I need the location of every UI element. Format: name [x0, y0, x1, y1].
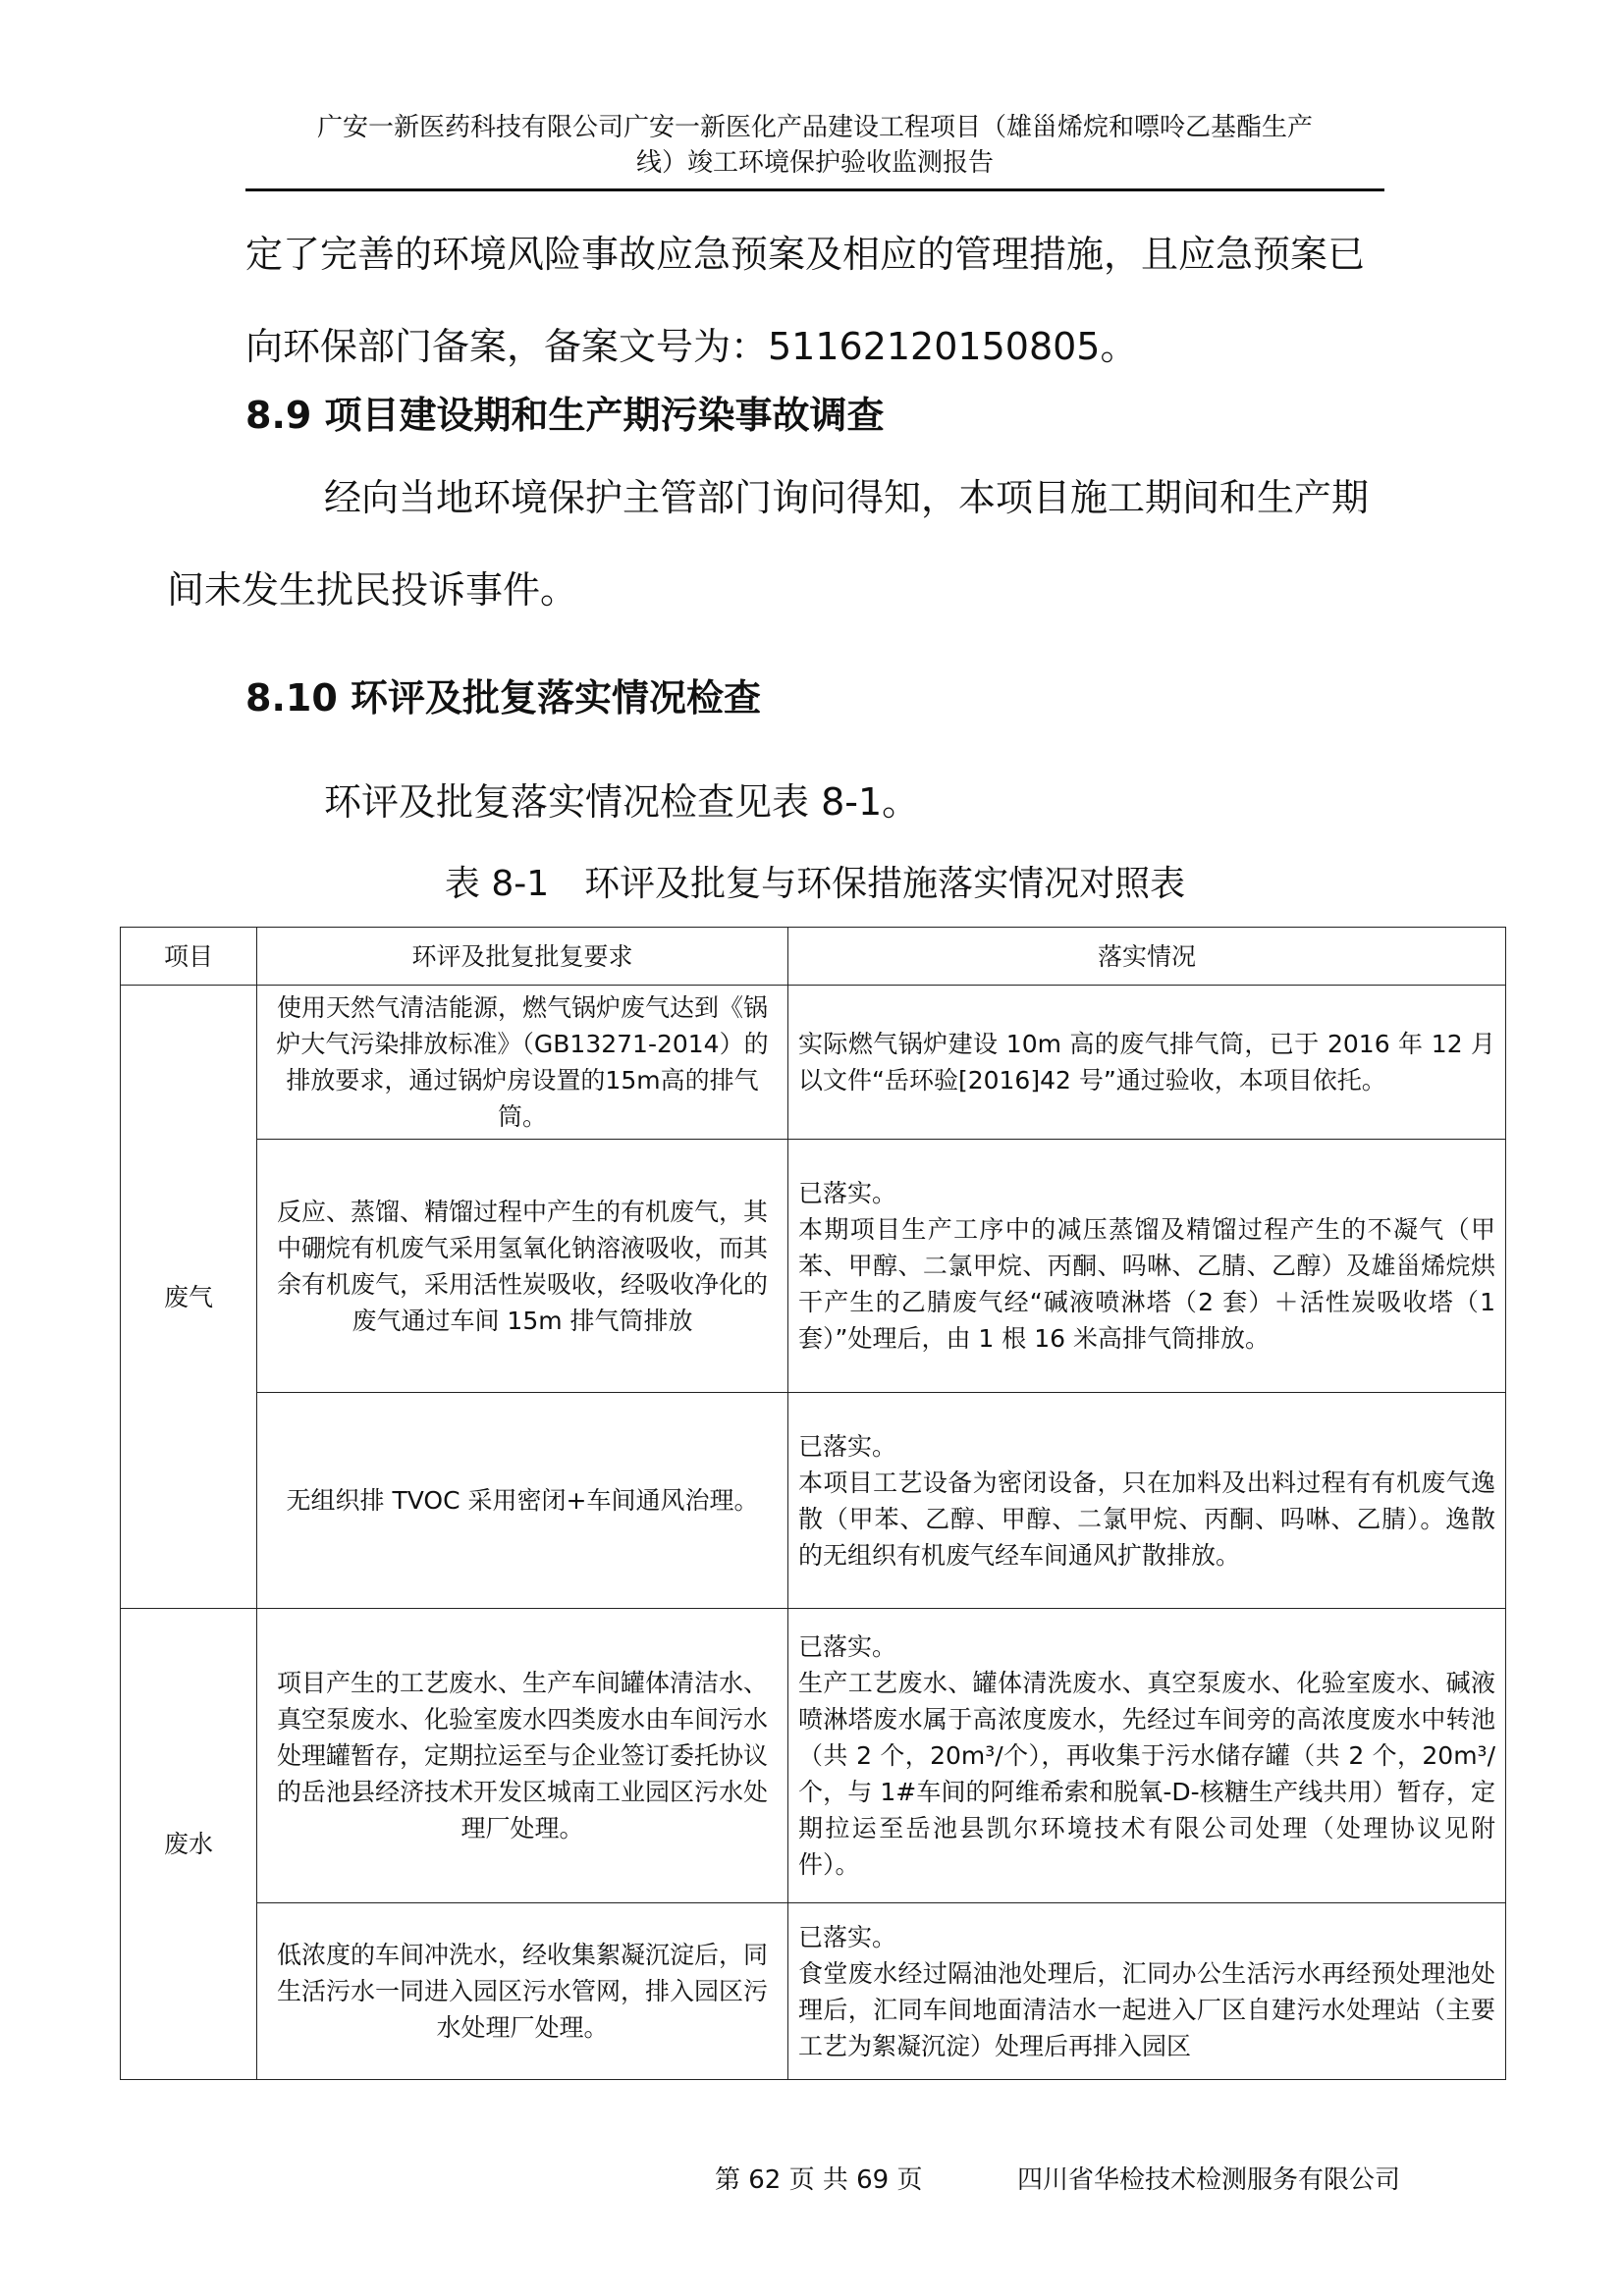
header-requirement: 环评及批复批复要求 [257, 928, 788, 986]
header-status: 落实情况 [788, 928, 1506, 986]
status-cell [788, 1140, 1506, 1393]
table-row [121, 1393, 1506, 1609]
paragraph-1-line-1: 定了完善的环境风险事故应急预案及相应的管理措施，且应急预案已 [245, 233, 1366, 276]
status-line: 本期项目生产工序中的减压蒸馏及精馏过程产生的不凝气（甲苯、甲醇、二氯甲烷、丙酮、吗啉、乙腈、乙醇）及雄甾烯烷烘干产生的乙腈废气经“碱液喷淋塔（2 套）＋活性炭吸收塔（1 套）”处理后，由 1 根 16 米高排气筒排放。 [798, 1215, 1495, 1353]
requirement-cell: 无组织排 TVOC 采用密闭+车间通风治理。 [257, 1393, 788, 1609]
status-cell [788, 986, 1506, 1140]
status-line: 已落实。 [798, 1922, 897, 1951]
status-cell [788, 1393, 1506, 1609]
header-divider [245, 188, 1384, 191]
category-waste-gas: 废气 [121, 986, 257, 1609]
paragraph-2-line-1: 经向当地环境保护主管部门询问得知，本项目施工期间和生产期 [324, 476, 1370, 519]
table-row [121, 1140, 1506, 1393]
paragraph-1 [245, 208, 1384, 393]
status-line: 本项目工艺设备为密闭设备，只在加料及出料过程有有机废气逸散（甲苯、乙醇、甲醇、二氯甲烷、丙酮、吗啉、乙腈）。逸散的无组织有机废气经车间通风扩散排放。 [798, 1468, 1495, 1570]
table-row [121, 1903, 1506, 2080]
footer-company: 四川省华检技术检测服务有限公司 [1017, 2165, 1401, 2195]
status-cell [788, 1609, 1506, 1903]
header-item: 项目 [121, 928, 257, 986]
status-line: 生产工艺废水、罐体清洗废水、真空泵废水、化验室废水、碱液喷淋塔废水属于高浓度废水，先经过车间旁的高浓度废水中转池（共 2 个，20m³/个），再收集于污水储存罐（共 2 个，20m³/个，与 1#车间的阿维希索和脱氧-D-核糖生产线共用）暂存，定期拉运至岳池县凯尔环境技术有限公司处理（处理协议见附件）。 [798, 1669, 1495, 1879]
table-header-row [121, 928, 1506, 986]
status-cell [788, 1903, 1506, 2080]
page-header [245, 110, 1384, 181]
requirement-cell: 项目产生的工艺废水、生产车间罐体清洁水、真空泵废水、化验室废水四类废水由车间污水处理罐暂存，定期拉运至与企业签订委托协议的岳池县经济技术开发区城南工业园区污水处理厂处理。 [257, 1609, 788, 1903]
table-caption: 表 8-1 环评及批复与环保措施落实情况对照表 [444, 864, 1186, 904]
page-number: 第 62 页 共 69 页 [715, 2165, 923, 2195]
requirement-cell: 使用天然气清洁能源，燃气锅炉废气达到《锅炉大气污染排放标准》（GB13271-2014）的排放要求，通过锅炉房设置的15m高的排气筒。 [257, 986, 788, 1140]
paragraph-2 [167, 452, 1384, 636]
status-line: 已落实。 [798, 1179, 897, 1207]
paragraph-3: 环评及批复落实情况检查见表 8-1。 [324, 780, 920, 824]
requirement-cell: 低浓度的车间冲洗水，经收集絮凝沉淀后，同生活污水一同进入园区污水管网，排入园区污水处理厂处理。 [257, 1903, 788, 2080]
section-heading-8-10: 8.10 环评及批复落实情况检查 [245, 676, 761, 720]
table-row [121, 986, 1506, 1140]
paragraph-2-line-2: 间未发生扰民投诉事件。 [167, 568, 578, 612]
table-row [121, 1609, 1506, 1903]
status-line: 已落实。 [798, 1431, 897, 1461]
status-line: 已落实。 [798, 1632, 897, 1661]
paragraph-1-line-2: 向环保部门备案，备案文号为：51162120150805。 [245, 325, 1138, 368]
requirement-cell: 反应、蒸馏、精馏过程中产生的有机废气，其中硼烷有机废气采用氢氧化钠溶液吸收，而其余有机废气，采用活性炭吸收，经吸收净化的废气通过车间 15m 排气筒排放 [257, 1140, 788, 1393]
status-line: 实际燃气锅炉建设 10m 高的废气排气筒，已于 2016 年 12 月以文件“岳环验[2016]42 号”通过验收，本项目依托。 [798, 1030, 1495, 1095]
section-heading-8-9: 8.9 项目建设期和生产期污染事故调查 [245, 394, 885, 437]
comparison-table [120, 927, 1506, 2080]
header-line-1: 广安一新医药科技有限公司广安一新医化产品建设工程项目（雄甾烯烷和嘌呤乙基酯生产 [316, 113, 1313, 142]
category-waste-water: 废水 [121, 1609, 257, 2080]
header-line-2: 线）竣工环境保护验收监测报告 [635, 148, 994, 178]
status-line: 食堂废水经过隔油池处理后，汇同办公生活污水再经预处理池处理后，汇同车间地面清洁水一起进入厂区自建污水处理站（主要工艺为絮凝沉淀）处理后再排入园区 [798, 1958, 1495, 2060]
